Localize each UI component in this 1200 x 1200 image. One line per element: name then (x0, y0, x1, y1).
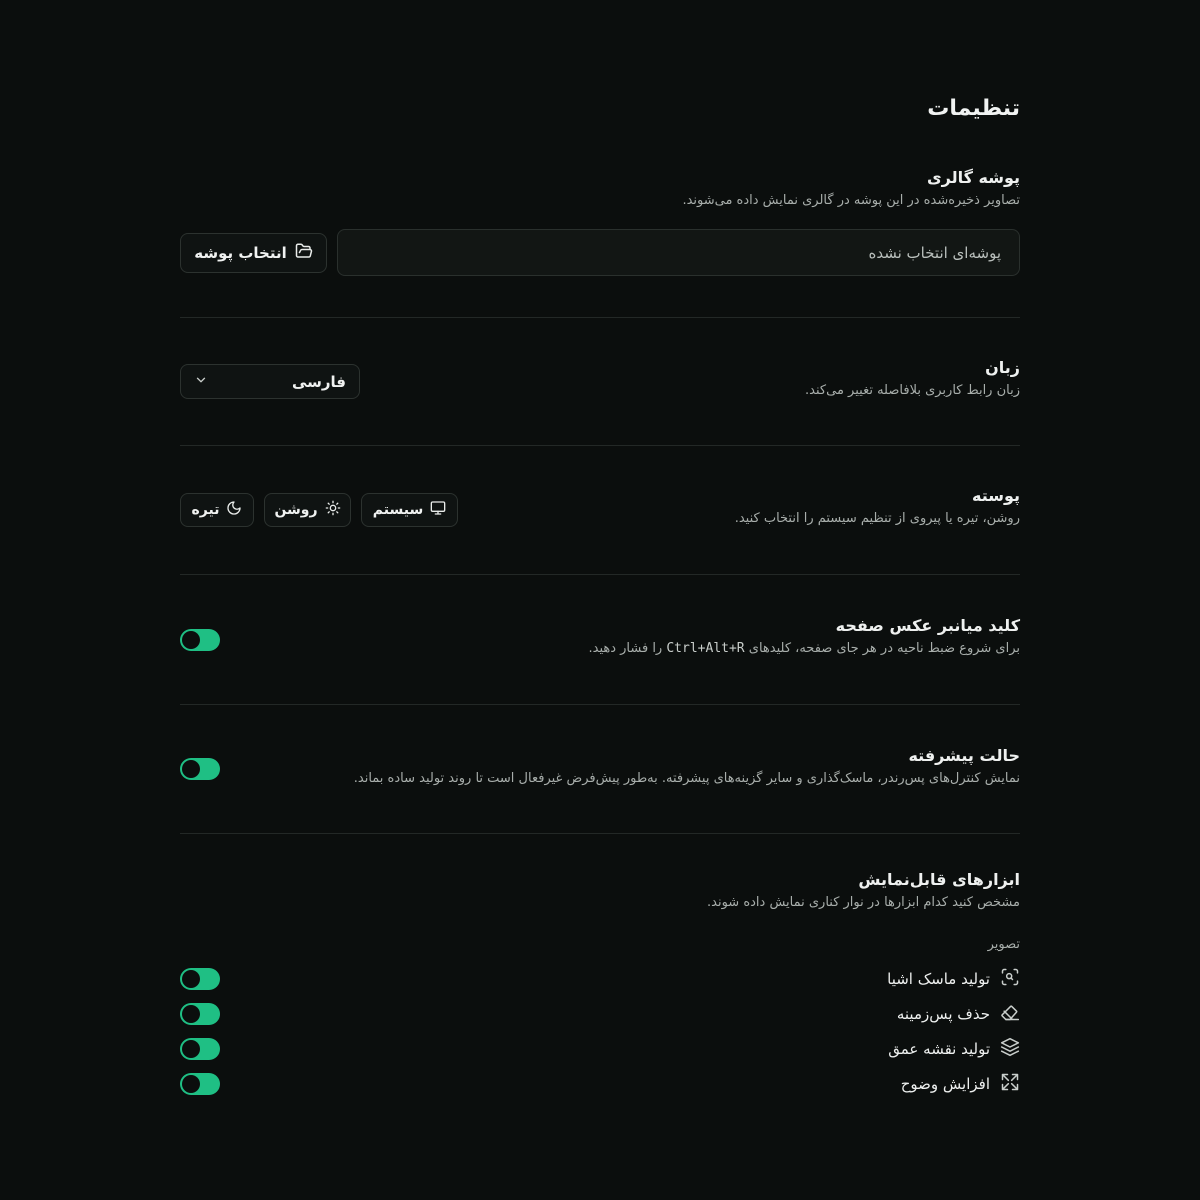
language-description: زبان رابط کاربری بلافاصله تغییر می‌کند. (805, 383, 1020, 398)
toggle-knob (182, 1040, 200, 1058)
language-title: زبان (985, 358, 1020, 377)
chevron-down-icon (194, 373, 208, 391)
folder-open-icon (295, 242, 313, 264)
tools-title: ابزارهای قابل‌نمایش (858, 870, 1020, 889)
expand-icon (1000, 1072, 1020, 1096)
shortcut-section-header (588, 616, 1020, 656)
language-select[interactable] (180, 364, 360, 399)
tool-item-upscale (901, 1072, 1020, 1096)
eraser-icon (1000, 1002, 1020, 1026)
tools-section-header (707, 870, 1020, 910)
sun-icon (325, 500, 341, 520)
tools-description: مشخص کنید کدام ابزارها در نوار کناری نمایش داده شوند. (707, 895, 1020, 910)
gallery-folder-value: پوشه‌ای انتخاب نشده (868, 243, 1001, 262)
scan-object-icon (1000, 967, 1020, 991)
tool-item-label: حذف پس‌زمینه (896, 1005, 990, 1023)
divider (180, 704, 1020, 705)
theme-dark-label: تیره (191, 502, 220, 518)
shortcut-description-after: را فشار دهید. (588, 641, 663, 656)
gallery-title: پوشه گالری (927, 168, 1020, 187)
toggle-knob (182, 1005, 200, 1023)
tool-toggle-remove-background[interactable] (180, 1003, 220, 1025)
advanced-description: نمایش کنترل‌های پس‌رندر، ماسک‌گذاری و سایر گزینه‌های پیشرفته. به‌طور پیش‌فرض غیرفعال است تا روند تولید ساده بماند. (353, 771, 1020, 786)
shortcut-description (588, 641, 1020, 656)
choose-folder-label: انتخاب پوشه (194, 244, 287, 262)
theme-description: روشن، تیره یا پیروی از تنظیم سیستم را انتخاب کنید. (734, 511, 1020, 526)
theme-light-label: روشن (274, 502, 318, 518)
shortcut-title: کلید میانبر عکس صفحه (835, 616, 1020, 635)
divider (180, 833, 1020, 834)
advanced-toggle[interactable] (180, 758, 220, 780)
choose-folder-button[interactable] (180, 233, 327, 273)
advanced-section-header (354, 746, 1020, 786)
toggle-knob (182, 1075, 200, 1093)
language-selected-value: فارسی (291, 372, 346, 391)
tool-toggle-depth-map[interactable] (180, 1038, 220, 1060)
tool-item-label: تولید ماسک اشیا (887, 970, 990, 988)
layers-icon (1000, 1037, 1020, 1061)
tool-toggle-upscale[interactable] (180, 1073, 220, 1095)
tool-item-object-mask (887, 967, 1020, 991)
toggle-knob (182, 970, 200, 988)
language-section-header (805, 358, 1020, 398)
gallery-section-header (682, 168, 1020, 208)
tool-item-label: افزایش وضوح (900, 1075, 990, 1093)
page-title: تنظیمات (927, 96, 1020, 121)
tool-toggle-object-mask[interactable] (180, 968, 220, 990)
gallery-folder-field[interactable] (337, 229, 1020, 276)
toggle-knob (182, 631, 200, 649)
tools-group-label: تصویر (987, 937, 1020, 952)
divider (180, 317, 1020, 318)
settings-page (180, 0, 1020, 1200)
gallery-description: تصاویر ذخیره‌شده در این پوشه در گالری نمایش داده می‌شوند. (682, 193, 1020, 208)
tool-item-depth-map (888, 1037, 1020, 1061)
theme-light-button[interactable] (264, 493, 351, 527)
advanced-title: حالت پیشرفته (908, 746, 1020, 765)
tool-item-remove-background (897, 1002, 1020, 1026)
shortcut-toggle[interactable] (180, 629, 220, 651)
theme-system-label: سیستم (372, 502, 424, 518)
moon-icon (226, 500, 242, 520)
theme-section-header (735, 486, 1020, 526)
divider (180, 445, 1020, 446)
shortcut-keys: Ctrl+Alt+R (666, 641, 745, 656)
theme-system-button[interactable] (361, 493, 458, 527)
theme-dark-button[interactable] (180, 493, 254, 527)
toggle-knob (182, 760, 200, 778)
tool-item-label: تولید نقشه عمق (888, 1040, 990, 1058)
shortcut-description-before: برای شروع ضبط ناحیه در هر جای صفحه، کلیدهای (748, 641, 1020, 656)
divider (180, 574, 1020, 575)
theme-title: پوسته (971, 486, 1020, 505)
monitor-icon (430, 500, 446, 520)
